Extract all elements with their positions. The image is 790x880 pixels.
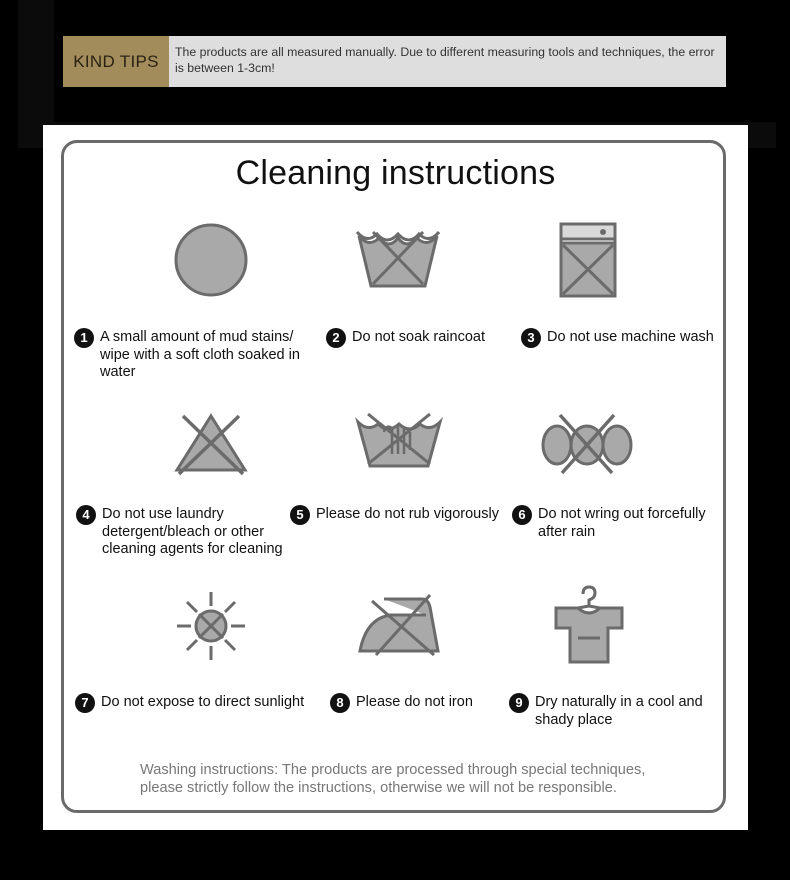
number-badge: 9 <box>509 693 529 713</box>
number-badge: 6 <box>512 505 532 525</box>
instruction-item-9 <box>509 694 709 729</box>
cleaning-panel <box>43 125 748 830</box>
kind-tips-text: The products are all measured manually. Due to different measuring tools and techniques, the error is between 1-3cm! <box>175 45 715 75</box>
instruction-item-3 <box>521 329 741 348</box>
instruction-text: Do not expose to direct sunlight <box>101 694 305 710</box>
instruction-item-7 <box>75 694 320 713</box>
instruction-text: Do not use laundry detergent/bleach or other cleaning agents for cleaning <box>102 506 283 557</box>
instruction-item-2 <box>326 329 526 348</box>
number-badge: 5 <box>290 505 310 525</box>
instruction-item-5 <box>290 506 506 525</box>
instruction-text: Dry naturally in a cool and shady place <box>535 694 703 728</box>
kind-tips-bar <box>63 36 726 87</box>
no-bleach-icon <box>173 410 249 476</box>
washing-disclaimer: Washing instructions: The products are processed through special techniques, please strictly follow the instructions, otherwise we will not be responsible. <box>140 762 646 796</box>
no-machine-wash-icon <box>558 221 618 299</box>
no-iron-icon <box>356 591 442 659</box>
instruction-text: Do not wring out forcefully after rain <box>538 506 706 540</box>
instruction-text: A small amount of mud stains/ wipe with a soft cloth soaked in water <box>100 329 300 380</box>
no-sunlight-icon <box>175 590 247 662</box>
number-badge: 1 <box>74 328 94 348</box>
no-rub-icon <box>354 410 444 470</box>
number-badge: 7 <box>75 693 95 713</box>
no-soak-icon <box>355 228 441 292</box>
page-title: Cleaning instructions <box>235 154 556 192</box>
no-wring-icon <box>540 413 634 475</box>
instruction-text: Do not use machine wash <box>547 329 714 345</box>
number-badge: 3 <box>521 328 541 348</box>
instruction-item-1 <box>74 329 318 382</box>
number-badge: 8 <box>330 693 350 713</box>
instruction-text: Do not soak raincoat <box>352 329 485 345</box>
instruction-item-4 <box>76 506 301 559</box>
instruction-text: Please do not rub vigorously <box>316 506 499 522</box>
dry-shade-icon <box>552 584 626 666</box>
circle-icon <box>173 222 249 298</box>
instruction-item-6 <box>512 506 722 541</box>
kind-tips-label: KIND TIPS <box>63 36 169 87</box>
number-badge: 2 <box>326 328 346 348</box>
instruction-item-8 <box>330 694 510 713</box>
number-badge: 4 <box>76 505 96 525</box>
instruction-text: Please do not iron <box>356 694 473 710</box>
